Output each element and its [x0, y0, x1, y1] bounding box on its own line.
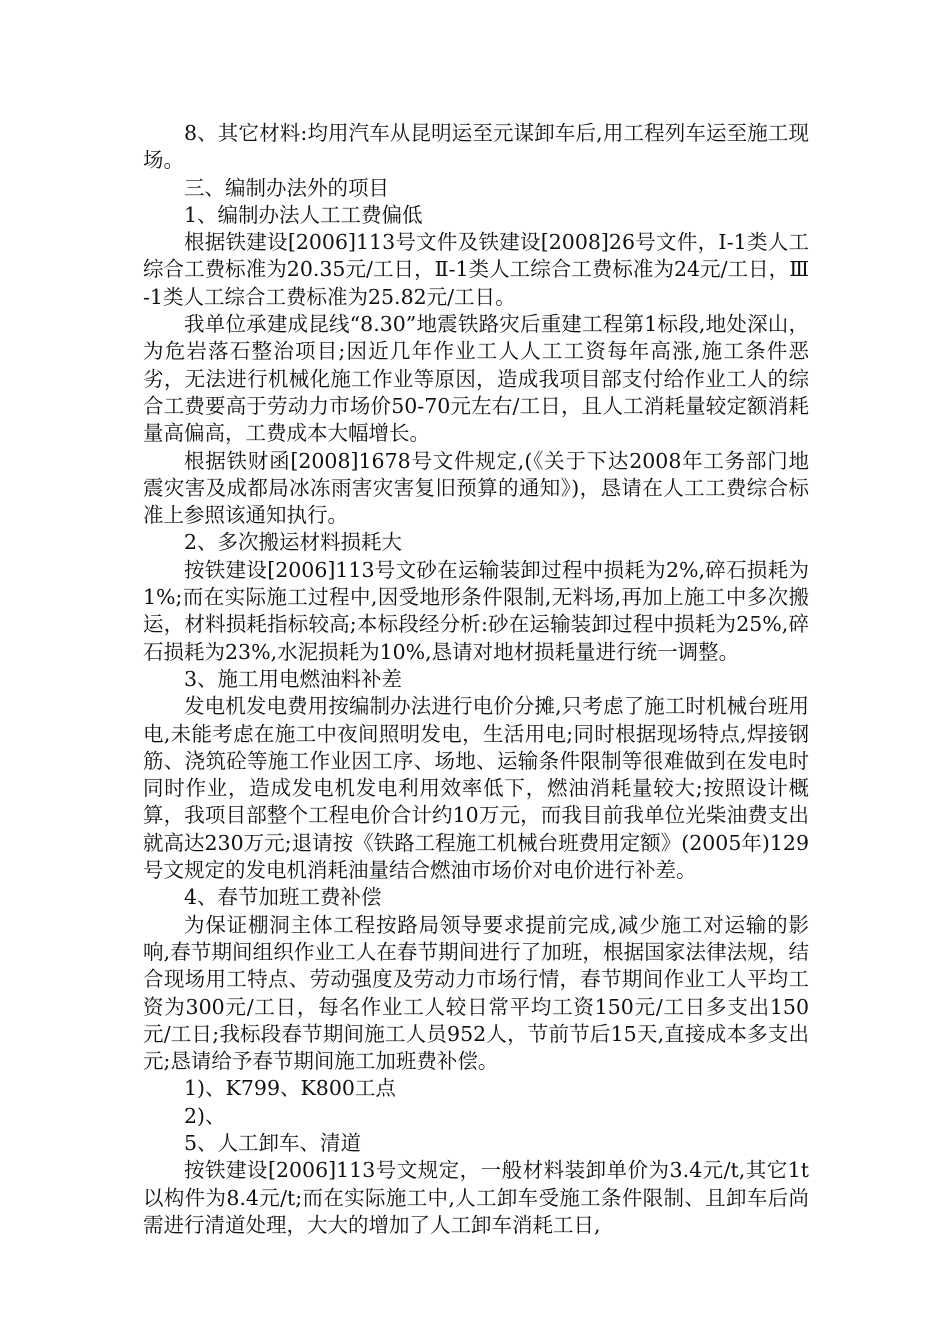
sub-item-2: 2)、: [184, 1103, 226, 1128]
paragraph-other-materials: 8、其它材料:均用汽车从昆明运至元谋卸车后,用工程列车运至施工现场。: [143, 121, 809, 173]
heading-item-1: 1、编制办法人工工费偏低: [184, 202, 423, 227]
paragraph-spring-overtime: 为保证棚洞主体工程按路局领导要求提前完成,减少施工对运输的影响,春节期间组织作业工人在春节期间进行了加班，根据国家法律法规，结合现场用工特点、劳动强度及劳动力市场行情，春节期间作业工人平均工资为300元/工日，每名作业工人较日常平均工资150元/工日多支出150元/工日;我标段春节期间施工人员952人，节前节后15天,直接成本多支出元;恳请给予春节期间施工加班费补偿。: [143, 912, 809, 1074]
paragraph-material-loss: 按铁建设[2006]113号文砂在运输装卸过程中损耗为2%,碎石损耗为1%;而在实际施工过程中,因受地形条件限制,无料场,再加上施工中多次搬运，材料损耗指标较高;本标段经分析:砂在运输装卸过程中损耗为25%,碎石损耗为23%,水泥损耗为10%,恳请对地材损耗量进行统一调整。: [143, 557, 809, 664]
sub-item-1: 1)、K799、K800工点: [184, 1076, 396, 1101]
paragraph-manual-unloading: 按铁建设[2006]113号文规定，一般材料装卸单价为3.4元/t,其它1t以构件为8.4元/t;而在实际施工中,人工卸车受施工条件限制、且卸车后尚需进行清道处理，大大的增加了人工卸车消耗工日,: [143, 1158, 809, 1237]
heading-item-5: 5、人工卸车、清道: [184, 1130, 362, 1155]
paragraph-labor-standard: 根据铁建设[2006]113号文件及铁建设[2008]26号文件，Ⅰ-1类人工综合工费标准为20.35元/工日，Ⅱ-1类人工综合工费标准为24元/工日，Ⅲ-1类人工综合工费标准为25.82元/工日。: [143, 230, 809, 309]
heading-section-3: 三、编制办法外的项目: [184, 175, 389, 200]
heading-item-2: 2、多次搬运材料损耗大: [184, 530, 403, 555]
paragraph-finance-notice: 根据铁财函[2008]1678号文件规定,(《关于下达2008年工务部门地震灾害及成都局冰冻雨害灾害复旧预算的通知》)，恳请在人工工费综合标准上参照该通知执行。: [143, 448, 809, 528]
document-body: [143, 120, 809, 1239]
heading-item-4: 4、春节加班工费补偿: [184, 885, 382, 910]
heading-item-3: 3、施工用电燃油料补差: [184, 666, 403, 691]
paragraph-project-description: 我单位承建成昆线“8.30”地震铁路灾后重建工程第1标段,地处深山，为危岩落石整治项目;因近几年作业工人人工工资每年高涨,施工条件恶劣，无法进行机械化施工作业等原因，造成我项目部支付给作业工人的综合工费要高于劳动力市场价50-70元左右/工日，且人工消耗量较定额消耗量高偏高，工费成本大幅增长。: [143, 312, 809, 446]
paragraph-generator-fuel: 发电机发电费用按编制办法进行电价分摊,只考虑了施工时机械台班用电,未能考虑在施工中夜间照明发电，生活用电;同时根据现场特点,焊接钢筋、浇筑砼等施工作业因工序、场地、运输条件限制等很难做到在发电时同时作业，造成发电机发电利用效率低下，燃油消耗量较大;按照设计概算，我项目部整个工程电价合计约10万元，而我目前我单位光柴油费支出就高达230万元;退请按《铁路工程施工机械台班费用定额》(2005年)129号文规定的发电机消耗油量结合燃油市场价对电价进行补差。: [143, 694, 809, 883]
